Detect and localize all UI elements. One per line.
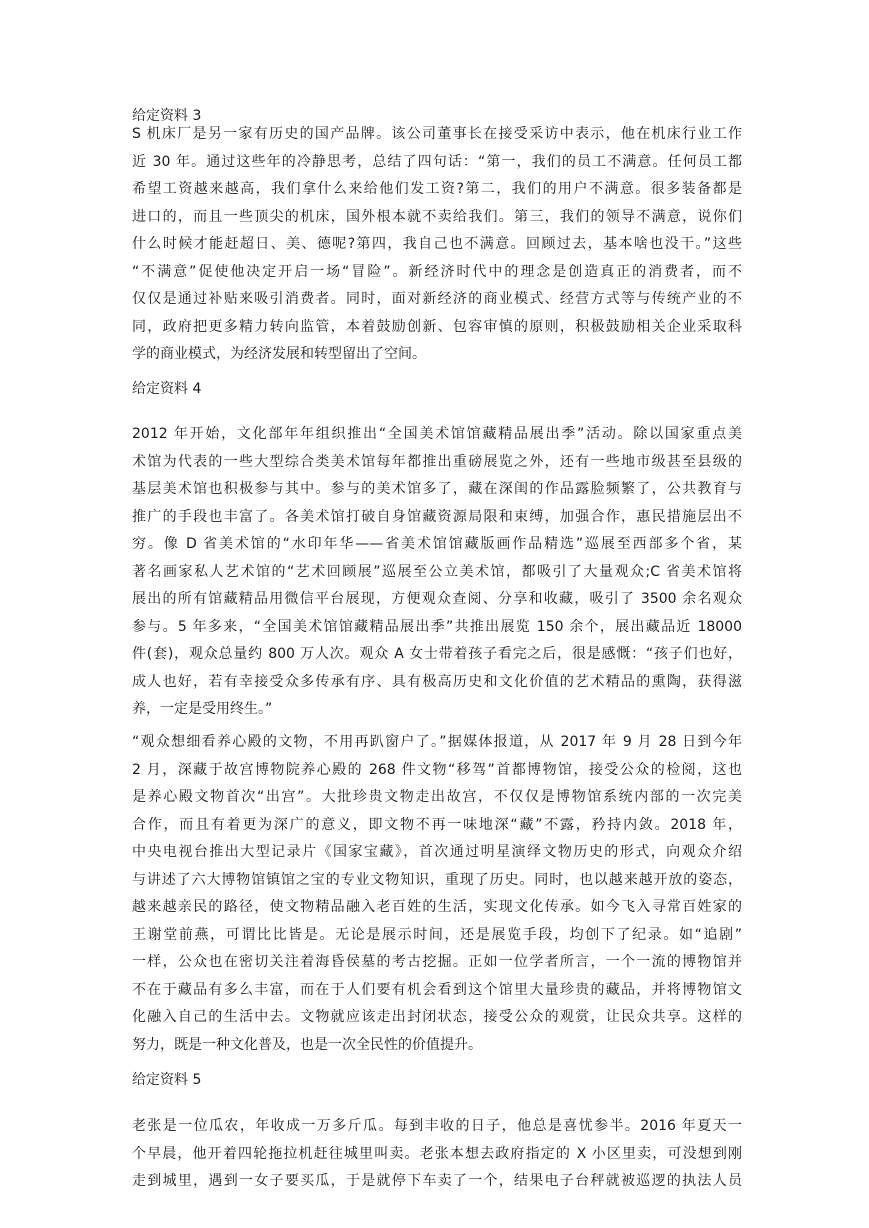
text-line: 著名画家私人艺术馆的“艺术回顾展”巡展至公立美术馆，都吸引了大量观众;C 省美术馆将 [132,563,742,580]
text-line: 件(套)，观众总量约 800 万人次。观众 A 女士带着孩子看完之后，很是感慨：“孩子们也好， [132,646,742,662]
text-line: 什么时候才能赶超日、美、德呢?第四，我自己也不满意。回顾过去，基本啥也没干。”这些 [132,236,742,252]
text-line: S 机床厂是另一家有历史的国产品牌。该公司董事长在接受采访中表示，他在机床行业工作 [132,126,742,142]
text-line: 2012 年开始，文化部年年组织推出“全国美术馆馆藏精品展出季”活动。除以国家重点美 [132,426,742,442]
text-line: 越来越亲民的路径，使文物精品融入老百姓的生活，实现文化传承。如今飞入寻常百姓家的 [132,899,742,915]
text-line: 化融入自己的生活中去。文物就应该走出封闭状态，接受公众的观赏，让民众共享。这样的 [132,1009,742,1025]
text-line: 不在于藏品有多么丰富，而在于人们要有机会看到这个馆里大量珍贵的藏品，并将博物馆文 [132,981,742,998]
text-line: 参与。5 年多来，“全国美术馆馆藏精品展出季”共推出展览 150 余个，展出藏品近 18000 [132,618,742,635]
text-line: 一样，公众也在密切关注着海昏侯墓的考古挖掘。正如一位学者所言，一个一流的博物馆并 [132,954,742,970]
paragraph-material-3 [132,121,742,369]
text-line: 穷。像 D 省美术馆的“水印年华——省美术馆馆藏版画作品精选”巡展至西部多个省，某 [132,536,742,552]
text-line: 2 月，深藏于故宫博物院养心殿的 268 件文物“移驾”首都博物馆，接受公众的检阅，这也 [132,761,742,778]
text-line: 努力，既是一种文化普及，也是一次全民性的价值提升。 [132,1036,482,1053]
text-line: 合作，而且有着更为深广的意义，即文物不再一味地深“藏”不露，矜持内敛。2018 年， [132,816,742,833]
text-line: 中央电视台推出大型记录片《国家宝藏》，首次通过明星演绎文物历史的形式，向观众介绍 [132,844,742,860]
text-line: 老张是一位瓜农，年收成一万多斤瓜。每到丰收的日子，他总是喜忧参半。2016 年夏天一 [132,1118,742,1134]
text-line: 养，一定是受用终生。” [132,701,273,717]
section-heading-4: 给定资料 4 [132,381,202,397]
text-line: 是养心殿文物首次“出宫”。大批珍贵文物走出故宫，不仅仅是博物馆系统内部的一次完美 [132,789,742,805]
text-line: 仅仅是通过补贴来吸引消费者。同时，面对新经济的商业模式、经营方式等与传统产业的不 [132,291,742,307]
section-heading-5: 给定资料 5 [132,1072,202,1088]
text-line: 同，政府把更多精力转向监管，本着鼓励创新、包容审慎的原则，积极鼓励相关企业采取科 [132,318,742,335]
paragraph-material-4-b [132,729,742,1059]
text-line: 进口的，而且一些顶尖的机床，国外根本就不卖给我们。第三，我们的领导不满意，说你们 [132,208,742,225]
paragraph-material-5 [132,1113,742,1196]
section-heading-3: 给定资料 3 [132,108,202,124]
text-line: “不满意”促使他决定开启一场“冒险”。新经济时代中的理念是创造真正的消费者，而不 [132,263,742,280]
text-line: 希望工资越来越高，我们拿什么来给他们发工资?第二，我们的用户不满意。很多装备都是 [132,181,742,197]
text-line: “观众想细看养心殿的文物，不用再趴窗户了。”据媒体报道，从 2017 年 9 月 28 日到今年 [132,734,742,750]
text-line: 王谢堂前燕，可谓比比皆是。无论是展示时间，还是展览手段，均创下了纪录。如“追剧” [132,926,742,943]
text-line: 个早晨，他开着四轮拖拉机赶往城里叫卖。老张本想去政府指定的 X 小区里卖，可没想到刚 [132,1145,742,1162]
text-line: 术馆为代表的一些大型综合类美术馆每年都推出重磅展览之外，还有一些地市级甚至县级的 [132,453,742,470]
text-line: 成人也好，若有幸接受众多传承有序、具有极高历史和文化价值的艺术精品的熏陶，获得滋 [132,673,742,690]
text-line: 基层美术馆也积极参与其中。参与的美术馆多了，藏在深闺的作品露脸频繁了，公共教育与 [132,481,742,497]
text-line: 展出的所有馆藏精品用微信平台展现，方便观众查阅、分享和收藏，吸引了 3500 余名观众 [132,591,742,607]
text-line: 学的商业模式，为经济发展和转型留出了空间。 [132,346,426,362]
text-line: 近 30 年。通过这些年的冷静思考，总结了四句话：“第一，我们的员工不满意。任何员工都 [132,153,742,170]
text-line: 走到城里，遇到一女子要买瓜，于是就停下车卖了一个，结果电子台秤就被巡逻的执法人员 [132,1173,742,1189]
text-line: 与讲述了六大博物馆镇馆之宝的专业文物知识，重现了历史。同时，也以越来越开放的姿态， [132,871,742,888]
text-line: 推广的手段也丰富了。各美术馆打破自身馆藏资源局限和束缚，加强合作，惠民措施层出不 [132,508,742,525]
paragraph-material-4-a [132,421,742,724]
